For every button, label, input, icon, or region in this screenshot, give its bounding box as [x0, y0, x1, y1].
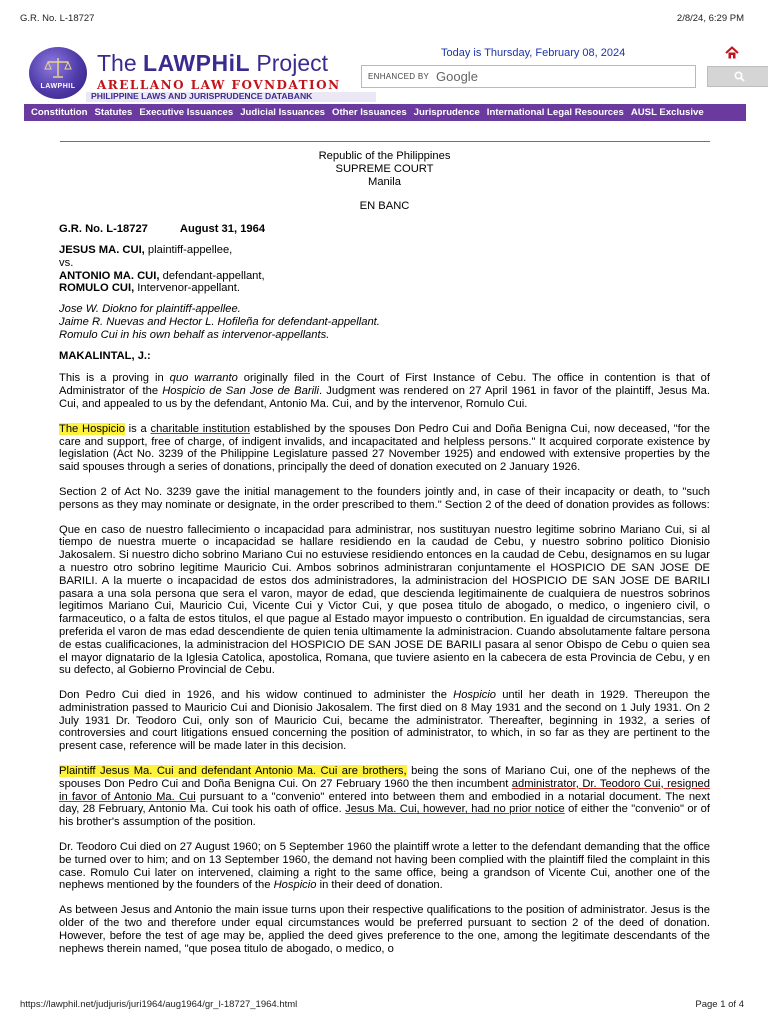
versus: vs.	[59, 256, 74, 269]
search-enhanced-label: ENHANCED BY	[368, 72, 430, 81]
paragraph: Don Pedro Cui died in 1926, and his widow continued to administer the Hospicio until her death in 1929. Thereupon the administration passed to Mauricio Cui and Dionisio Jakosalem. The first died on 8 May 1931 and the second on 1 July 1931. On 2 July 1931 Dr. Teodoro Cui, only son of Mauricio Cui, became the administrator. Thereafter, beginning in 1932, a series of controversies and court litigations ensued concerning the position of administrator, to which, in so far as they are pertinent to the present case, reference will be made later in this decision.	[59, 689, 710, 753]
party-defendant: ANTONIO MA. CUI, defendant-appellant,	[59, 269, 265, 282]
home-icon[interactable]	[725, 46, 739, 60]
gr-number: G.R. No. L-18727	[59, 223, 148, 236]
court-city: Manila	[368, 175, 401, 188]
highlight: The Hospicio	[59, 422, 125, 435]
case-number-line	[59, 223, 710, 236]
paragraph: The Hospicio is a charitable institution established by the spouses Don Pedro Cui and Doña Benigna Cui, now deceased, "for the care and support, free of charge, of indigent invalids, and incapacitated and helpless persons." It acquired corporate existence by legislation (Act No. 3239 of the Philippine Legislature passed 27 November 1925) and endowed with extensive properties by the said spouses through a series of donations, principally the deed of donation executed on 2 January 1926.	[59, 422, 710, 474]
nav-executive-issuances[interactable]: Executive Issuances	[139, 107, 234, 118]
site-subtitle: ARELLANO LAW FOVNDATION	[97, 78, 341, 92]
nav-judicial-issuances[interactable]: Judicial Issuances	[240, 107, 326, 118]
party-intervenor: ROMULO CUI, Intervenor-appellant.	[59, 282, 240, 295]
counsel-line: Jose W. Diokno for plaintiff-appellee.	[59, 303, 241, 316]
underline-annotation: charitable institution	[150, 422, 250, 435]
counsel-line: Romulo Cui in his own behalf as intervenor-appellants.	[59, 328, 330, 341]
court-name: SUPREME COURT	[335, 162, 434, 175]
counsel-list	[59, 303, 710, 341]
lawphil-logo[interactable]: LAWPHIL	[29, 47, 87, 99]
nav-constitution[interactable]: Constitution	[31, 107, 88, 118]
page-number: Page 1 of 4	[695, 999, 744, 1010]
search-input[interactable]	[361, 65, 696, 88]
court-heading	[59, 150, 710, 213]
nav-statutes[interactable]: Statutes	[94, 107, 133, 118]
underline-annotation: Jesus Ma. Cui, however, had no prior notice	[345, 803, 565, 816]
underline-annotation: administrator, Dr. Teodoro Cui, resigned in favor of Antonio Ma. Cui	[59, 777, 710, 803]
paragraph: Plaintiff Jesus Ma. Cui and defendant Antonio Ma. Cui are brothers, being the sons of Mariano Cui, one of the nephews of the spouses Don Pedro Cui and Doña Benigna Cui. On 27 February 1960 the then incumbent administrator, Dr. Teodoro Cui, resigned in favor of Antonio Ma. Cui pursuant to a "convenio" entered into between them and embodied in a notarial document. The next day, 28 February, Antonio Ma. Cui took his oath of office. Jesus Ma. Cui, however, had no prior notice of either the "convenio" or of his brother's assumption of the position.	[59, 765, 711, 829]
scales-of-justice-icon	[44, 56, 72, 80]
nav-ausl-exclusive[interactable]: AUSL Exclusive	[630, 107, 704, 118]
republic-line: Republic of the Philippines	[318, 150, 451, 162]
print-footer	[20, 999, 744, 1010]
paragraph: Dr. Teodoro Cui died on 27 August 1960; on 5 September 1960 the plaintiff wrote a letter to the defendant demanding that the office be turned over to him; and on 13 September 1960, the demand not having been complied with the plaintiff filed the complaint in this case. Romulo Cui later on intervened, claiming a right to the same office, being a grandson of Vicente Cui, another one of the nephews mentioned by the founders of the Hospicio in their deed of donation.	[59, 841, 710, 892]
google-logo: Google	[436, 69, 478, 84]
division: EN BANC	[359, 200, 410, 213]
nav-jurisprudence[interactable]: Jurisprudence	[413, 107, 480, 118]
databank-label: PHILIPPINE LAWS AND JURISPRUDENCE DATABANK	[91, 91, 313, 101]
paragraph: As between Jesus and Antonio the main issue turns upon their respective qualifications to the position of administrator. Jesus is the older of the two and therefore under equal circumstances would be preferred pursuant to section 2 of the deed of donation. However, before the test of age may be, applied the deed gives preference to the one, among the legitimate descendants of the nephews therein named, "que posea titulo de abogado, o medico, o	[59, 904, 710, 955]
search-button[interactable]	[707, 66, 768, 87]
nav-other-issuances[interactable]: Other Issuances	[332, 107, 407, 118]
decision-date: August 31, 1964	[179, 223, 266, 236]
print-datetime: 2/8/24, 6:29 PM	[676, 13, 744, 24]
highlight: Plaintiff Jesus Ma. Cui and defendant Antonio Ma. Cui are brothers,	[59, 765, 407, 778]
block-quote: Que en caso de nuestro fallecimiento o incapacidad para administrar, nos sustituyan nuestro legitime sobrino Mariano Cui, si al tiempo de nuestra muerte o incapacidad se hallare residiendo en la caudad de Cebu, y nuestro sobrino politico Dionisio Jakosalem. Si nuestro dicho sobrino Mariano Cui no estuviese residiendo entonces en la caudad de Cebu, designamos en su lugar a nuestro otro sobrino legitime Mauricio Cui. Ambos sobrinos administraran conjuntamente el HOSPICIO DE SAN JOSE DE BARILI. A la muerte o incapacidad de estos dos administradores, la administracion del HOSPICIO DE SAN JOSE DE BARILI pasara a una sola persona que sera el varon, mayor de edad, que descienda legitimainente de cualquiera de nuestros sobrinos legitimos Mariano Cui, Mauricio Cui, Vicente Cui y Victor Cui, y que posea titulo de abogado, o medico, o ingeniero civil, o farmaceutico, o a falta de estos titulos, el que pague al Estado mayor impuesto o contribution. En igualdad de circumstancias, sera preferida el varon de mas edad descendiente de quien tenia ultimamente la administracion. Cuando absolutamente faltare persona de estas cualificaciones, la administracion del HOSPICIO DE SAN JOSE DE BARILI pasara al senor Obispo de Cebu o quien sea el mayor dignatario de la Iglesia Catolica, apostolica, Romana, que tuviere asiento en la cabecera de esta Provincia de Cebu, y en su defecto, al Gobierno Provincial de Cebu.	[59, 523, 710, 677]
today-date: Today is Thursday, February 08, 2024	[441, 47, 626, 59]
site-banner	[24, 44, 746, 104]
ponente: MAKALINTAL, J.:	[59, 349, 151, 362]
parties	[59, 244, 710, 295]
counsel-line: Jaime R. Nuevas and Hector L. Hofileña for defendant-appellant.	[59, 315, 380, 328]
print-title: G.R. No. L-18727	[20, 13, 95, 24]
site-title[interactable]: The LAWPHiL Project	[97, 50, 329, 76]
party-plaintiff: JESUS MA. CUI, plaintiff-appellee,	[59, 243, 233, 256]
search-icon	[734, 71, 745, 82]
paragraph: Section 2 of Act No. 3239 gave the initial management to the founders jointly and, in case of their incapacity or death, to "such persons as they may nominate or designate, in the order prescribed to them." Section 2 of the deed of donation provides as follows:	[59, 485, 710, 511]
main-nav	[24, 104, 746, 121]
divider	[60, 141, 710, 142]
paragraph: This is a proving in quo warranto originally filed in the Court of First Instance of Cebu. The office in contention is that of Administrator of the Hospicio de San Jose de Barili. Judgment was rendered on 27 April 1961 in favor of the plaintiff, Jesus Ma. Cui, and appealed to us by the defendant, Antonio Ma. Cui, and by the intervenor, Romulo Cui.	[59, 372, 710, 410]
databank-strip	[86, 92, 376, 102]
decision-document	[59, 150, 710, 955]
page-url[interactable]: https://lawphil.net/judjuris/juri1964/aug1964/gr_l-18727_1964.html	[20, 999, 298, 1010]
print-header	[20, 13, 744, 24]
nav-international-legal-resources[interactable]: International Legal Resources	[486, 107, 624, 118]
